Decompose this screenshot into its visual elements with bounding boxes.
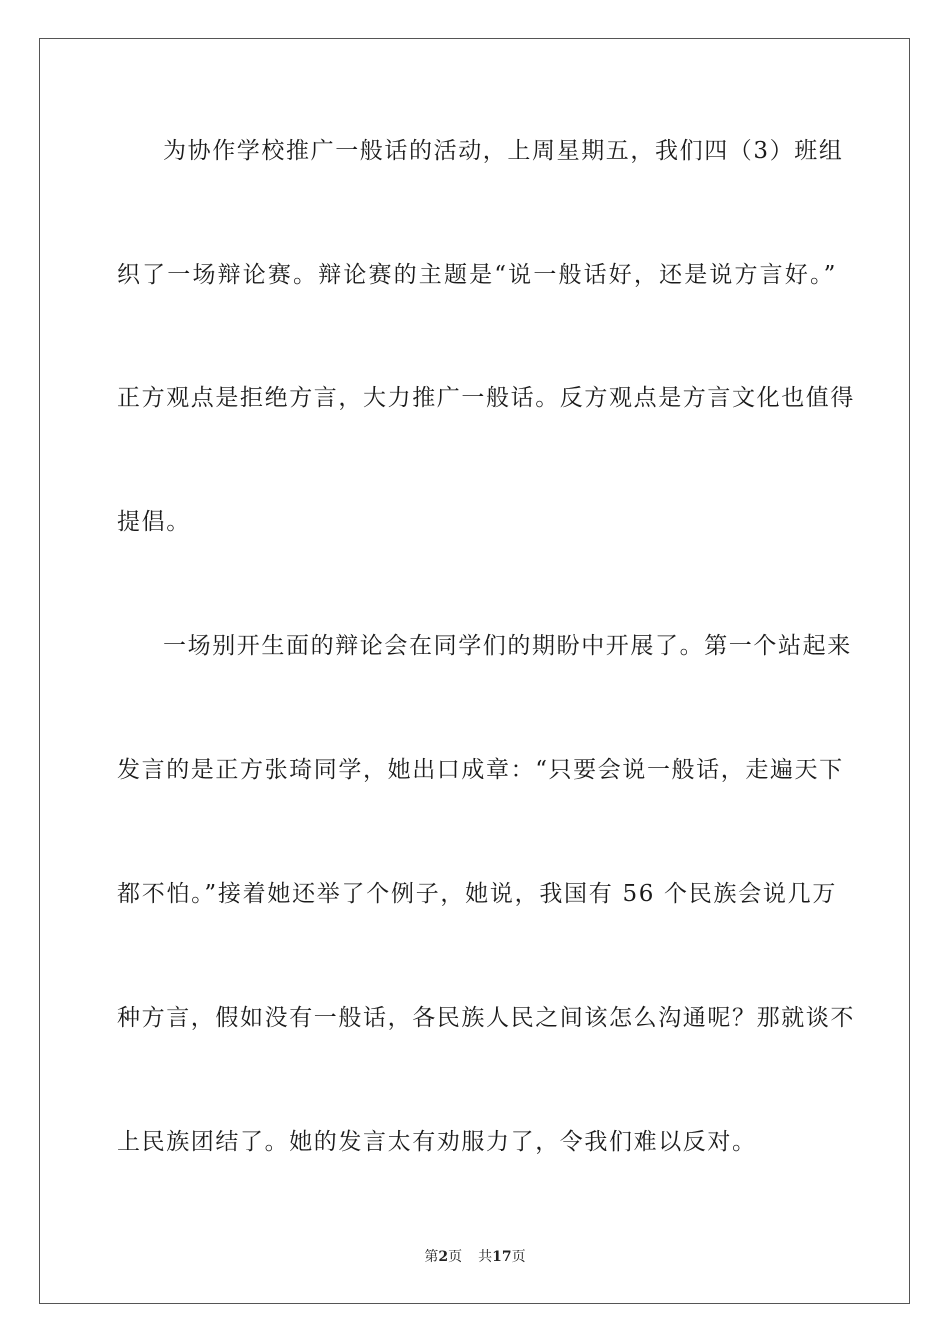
page-number: 2: [438, 1249, 449, 1265]
text-line: 一场别开生面的辩论会在同学们的期盼中开展了。第一个站起来: [163, 633, 852, 659]
page-footer: [0, 1248, 950, 1266]
text-line: 发言的是正方张琦同学，她出口成章：“只要会说一般话，走遍天下: [117, 757, 844, 783]
page-label: [424, 1249, 462, 1265]
text-line: 都不怕。”接着她还举了个例子，她说，我国有 56 个民族会说几万: [117, 881, 837, 907]
text-line: 上民族团结了。她的发言太有劝服力了，令我们难以反对。: [117, 1129, 757, 1155]
text-line: 种方言，假如没有一般话，各民族人民之间该怎么沟通呢？那就谈不: [117, 1005, 855, 1031]
page-suffix: 页: [448, 1249, 463, 1265]
total-number: 17: [492, 1249, 512, 1265]
page-border: [39, 38, 910, 1304]
total-pages-label: [478, 1249, 525, 1265]
text-line: 为协作学校推广一般话的活动，上周星期五，我们四（3）班组: [163, 138, 844, 164]
text-line: 正方观点是拒绝方言，大力推广一般话。反方观点是方言文化也值得: [117, 385, 855, 411]
total-suffix: 页: [511, 1249, 526, 1265]
page-prefix: 第: [424, 1249, 439, 1265]
total-prefix: 共: [478, 1249, 493, 1265]
text-line: 提倡。: [117, 509, 191, 535]
text-line: 织了一场辩论赛。辩论赛的主题是“说一般话好，还是说方言好。”: [117, 262, 837, 288]
